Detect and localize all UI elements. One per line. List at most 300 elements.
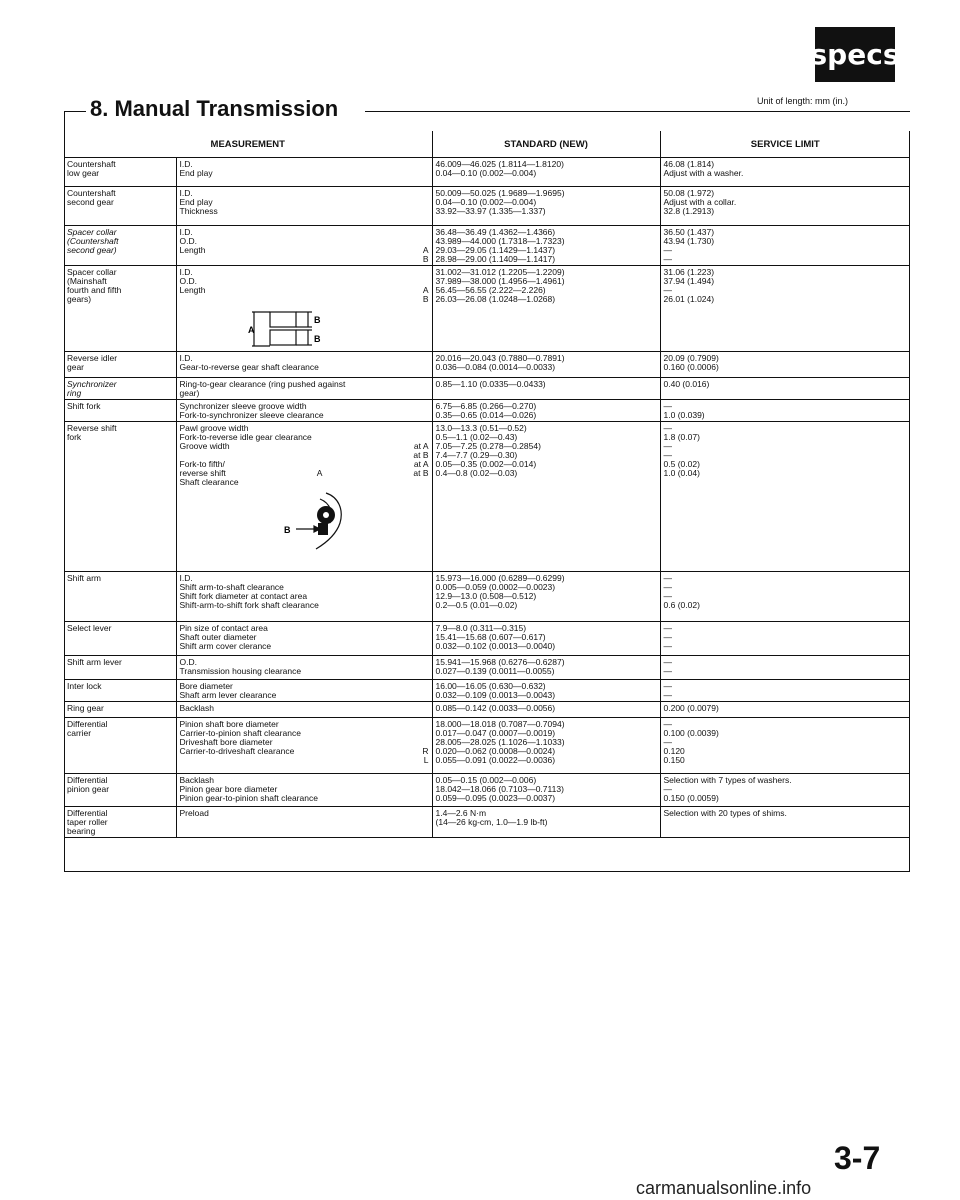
- part-name-line: Shift arm lever: [67, 657, 122, 667]
- measurement-line: [180, 380, 429, 389]
- part-cell: [64, 422, 176, 572]
- part-cell: [64, 352, 176, 378]
- part-cell: [64, 400, 176, 422]
- spec-table-body: [64, 158, 910, 838]
- measurement-qualifier: B: [422, 294, 429, 304]
- measurement-line: [180, 237, 429, 246]
- limit-value: 0.6 (0.02): [663, 600, 700, 610]
- measurement-qualifier: at B: [413, 450, 429, 460]
- measurement-cell: [176, 400, 432, 422]
- limit-value: —: [663, 690, 673, 700]
- limit-cell: [660, 226, 910, 266]
- limit-value: —: [663, 737, 673, 747]
- limit-value: 0.200 (0.0079): [663, 703, 719, 713]
- part-name-line: Spacer collar: [67, 267, 117, 277]
- part-name-line: Countershaft: [67, 188, 116, 198]
- part-name-line: Differential: [67, 719, 108, 729]
- limit-value: 1.0 (0.039): [663, 410, 705, 420]
- part-name-line: second gear: [67, 197, 114, 207]
- limit-value: —: [663, 784, 673, 794]
- limit-cell: [660, 400, 910, 422]
- measurement-cell: [176, 352, 432, 378]
- part-name-line: Shift fork: [67, 401, 101, 411]
- part-cell: [64, 680, 176, 702]
- standard-value: 16.00—16.05 (0.630—0.632): [435, 681, 546, 691]
- standard-value: 0.032—0.102 (0.0013—0.0040): [435, 641, 556, 651]
- table-row: [64, 622, 910, 656]
- part-cell: [64, 378, 176, 400]
- measurement-qualifier: A: [422, 285, 429, 295]
- standard-value: 18.000—18.018 (0.7087—0.7094): [435, 719, 565, 729]
- limit-value: —: [663, 591, 673, 601]
- part-cell: [64, 656, 176, 680]
- limit-value: —: [663, 254, 673, 264]
- measurement-line: [180, 642, 429, 651]
- diagram-label-b: B: [313, 334, 320, 344]
- measurement-label: reverse shift: [179, 468, 226, 478]
- standard-cell: [432, 378, 660, 400]
- limit-cell: [660, 187, 910, 226]
- standard-value: 36.48—36.49 (1.4362—1.4366): [435, 227, 556, 237]
- table-row: [64, 400, 910, 422]
- measurement-cell: [176, 422, 432, 572]
- standard-cell: [432, 807, 660, 838]
- table-row: [64, 352, 910, 378]
- measurement-line: [180, 756, 429, 765]
- standard-value: 0.35—0.65 (0.014—0.026): [435, 410, 537, 420]
- standard-cell: [432, 622, 660, 656]
- limit-value: 0.120: [663, 746, 685, 756]
- table-row: [64, 187, 910, 226]
- measurement-label: Length: [179, 245, 206, 255]
- standard-cell: [432, 572, 660, 622]
- standard-cell: [432, 656, 660, 680]
- col-header-standard: STANDARD (NEW): [432, 131, 660, 158]
- measurement-label: O.D.: [179, 236, 197, 246]
- diagram-label-b: B: [313, 315, 320, 325]
- limit-cell: [660, 656, 910, 680]
- measurement-line: [180, 411, 429, 420]
- measurement-label: Ring-to-gear clearance (ring pushed against: [179, 379, 346, 389]
- standard-cell: [432, 158, 660, 187]
- measurement-qualifier: at A: [413, 441, 429, 451]
- limit-cell: [660, 158, 910, 187]
- measurement-line: [180, 268, 429, 277]
- measurement-label: I.D.: [179, 188, 193, 198]
- measurement-line: [180, 246, 429, 255]
- measurement-line: [180, 207, 429, 216]
- limit-value: —: [663, 573, 673, 583]
- table-row: [64, 572, 910, 622]
- measurement-label: Shaft clearance: [179, 477, 239, 487]
- measurement-label: Shift arm-to-shaft clearance: [179, 582, 284, 592]
- measurement-label: End play: [179, 197, 213, 207]
- measurement-label: Pinion gear bore diameter: [179, 784, 278, 794]
- measurement-qualifier: A: [422, 245, 429, 255]
- limit-value: —: [663, 582, 673, 592]
- limit-cell: [660, 718, 910, 774]
- part-name-line: Differential: [67, 775, 108, 785]
- measurement-cell: [176, 187, 432, 226]
- measurement-qualifier: R: [422, 746, 429, 756]
- standard-value: 0.2—0.5 (0.01—0.02): [435, 600, 518, 610]
- measurement-line: [180, 389, 429, 398]
- standard-value: 50.009—50.025 (1.9689—1.9695): [435, 188, 565, 198]
- measurement-line: [180, 295, 429, 304]
- limit-cell: [660, 774, 910, 807]
- limit-cell: [660, 680, 910, 702]
- measurement-line: [180, 189, 429, 198]
- part-name-line: Select lever: [67, 623, 112, 633]
- measurement-line: [180, 169, 429, 178]
- col-header-limit: SERVICE LIMIT: [660, 131, 910, 158]
- measurement-line: [180, 478, 429, 487]
- specs-badge: specs: [815, 27, 895, 82]
- measurement-line: [180, 809, 429, 818]
- part-name-line: fork: [67, 432, 82, 442]
- limit-cell: [660, 622, 910, 656]
- measurement-label: Transmission housing clearance: [179, 666, 302, 676]
- measurement-label: Shaft arm lever clearance: [179, 690, 277, 700]
- reverse-shift-fork-diagram: [280, 489, 370, 551]
- standard-cell: [432, 352, 660, 378]
- measurement-label: Preload: [179, 808, 209, 818]
- standard-value: 18.042—18.066 (0.7103—0.7113): [435, 784, 564, 794]
- limit-value: —: [663, 450, 673, 460]
- part-cell: [64, 266, 176, 352]
- limit-value: 32.8 (1.2913): [663, 206, 715, 216]
- section-title-text: Manual Transmission: [114, 96, 339, 121]
- section-title: [90, 96, 338, 122]
- part-name-line: Spacer collar: [67, 227, 117, 237]
- measurement-cell: [176, 807, 432, 838]
- standard-value: (14—26 kg-cm, 1.0—1.9 lb-ft): [435, 817, 548, 827]
- measurement-line: [180, 442, 429, 451]
- limit-value: 1.0 (0.04): [663, 468, 700, 478]
- section-number: 8.: [90, 96, 109, 121]
- limit-cell: [660, 807, 910, 838]
- measurement-label: I.D.: [179, 227, 193, 237]
- measurement-label: Synchronizer sleeve groove width: [179, 401, 307, 411]
- measurement-qualifier: A: [316, 468, 323, 478]
- limit-value: 46.08 (1.814): [663, 159, 715, 169]
- limit-value: —: [663, 623, 673, 633]
- measurement-label: Gear-to-reverse gear shaft clearance: [179, 362, 319, 372]
- limit-value: Selection with 20 types of shims.: [663, 808, 787, 818]
- measurement-qualifier: at A: [413, 459, 429, 469]
- standard-value: 33.92—33.97 (1.335—1.337): [435, 206, 546, 216]
- part-name-line: Shift arm: [67, 573, 102, 583]
- measurement-label: Fork-to fifth/: [179, 459, 225, 469]
- measurement-label: Driveshaft bore diameter: [179, 737, 273, 747]
- measurement-label: Backlash: [179, 775, 214, 785]
- part-cell: [64, 622, 176, 656]
- measurement-label: Pinion shaft bore diameter: [179, 719, 279, 729]
- part-name-line: Reverse shift: [67, 423, 117, 433]
- table-row: [64, 422, 910, 572]
- limit-value: —: [663, 441, 673, 451]
- limit-value: —: [663, 401, 673, 411]
- measurement-line: [180, 747, 429, 756]
- part-cell: [64, 158, 176, 187]
- limit-value: —: [663, 666, 673, 676]
- part-name-line: gear: [67, 362, 85, 372]
- measurement-line: [180, 255, 429, 264]
- title-rule-vertical: [64, 111, 65, 131]
- table-row: [64, 718, 910, 774]
- measurement-line: [180, 667, 429, 676]
- part-name-line: bearing: [67, 826, 96, 836]
- part-name-line: Reverse idler: [67, 353, 118, 363]
- limit-value: 0.5 (0.02): [663, 459, 700, 469]
- measurement-label: I.D.: [179, 267, 193, 277]
- part-name-line: gears): [67, 294, 92, 304]
- standard-value: 0.059—0.095 (0.0023—0.0037): [435, 793, 556, 803]
- measurement-label: Length: [179, 285, 206, 295]
- limit-value: 1.8 (0.07): [663, 432, 700, 442]
- limit-value: —: [663, 719, 673, 729]
- standard-value: 6.75—6.85 (0.266—0.270): [435, 401, 537, 411]
- unit-label: Unit of length: mm (in.): [757, 96, 849, 106]
- standard-cell: [432, 266, 660, 352]
- measurement-label: Carrier-to-pinion shaft clearance: [179, 728, 301, 738]
- limit-value: 0.40 (0.016): [663, 379, 710, 389]
- measurement-label: I.D.: [179, 353, 193, 363]
- standard-value: 46.009—46.025 (1.8114—1.8120): [435, 159, 564, 169]
- standard-cell: [432, 702, 660, 718]
- standard-value: 0.85—1.10 (0.0335—0.0433): [435, 379, 546, 389]
- limit-value: 50.08 (1.972): [663, 188, 715, 198]
- table-row: [64, 774, 910, 807]
- part-name-line: Ring gear: [67, 703, 104, 713]
- standard-cell: [432, 400, 660, 422]
- measurement-cell: [176, 266, 432, 352]
- measurement-cell: [176, 774, 432, 807]
- table-row: [64, 378, 910, 400]
- part-name-line: Synchronizer: [67, 379, 117, 389]
- table-row: [64, 680, 910, 702]
- measurement-label: Backlash: [179, 703, 214, 713]
- standard-cell: [432, 187, 660, 226]
- limit-cell: [660, 702, 910, 718]
- standard-cell: [432, 422, 660, 572]
- table-row: [64, 158, 910, 187]
- spec-table-header: [64, 131, 910, 158]
- part-name-line: Inter lock: [67, 681, 102, 691]
- standard-value: 26.03—26.08 (1.0248—1.0268): [435, 294, 556, 304]
- part-cell: [64, 226, 176, 266]
- measurement-line: [180, 160, 429, 169]
- standard-cell: [432, 226, 660, 266]
- measurement-line: [180, 601, 429, 610]
- limit-value: 20.09 (0.7909): [663, 353, 719, 363]
- standard-value: 31.002—31.012 (1.2205—1.2209): [435, 267, 565, 277]
- table-row: [64, 656, 910, 680]
- part-cell: [64, 718, 176, 774]
- standard-value: 28.005—28.025 (1.1026—1.1033): [435, 737, 565, 747]
- part-cell: [64, 572, 176, 622]
- standard-value: 0.05—0.35 (0.002—0.014): [435, 459, 537, 469]
- limit-value: —: [663, 657, 673, 667]
- measurement-label: O.D.: [179, 657, 197, 667]
- spacer-collar-diagram: [248, 306, 358, 350]
- measurement-cell: [176, 680, 432, 702]
- measurement-qualifier: B: [422, 254, 429, 264]
- standard-value: 15.41—15.68 (0.607—0.617): [435, 632, 546, 642]
- limit-value: 37.94 (1.494): [663, 276, 715, 286]
- standard-value: 0.5—1.1 (0.02—0.43): [435, 432, 518, 442]
- standard-cell: [432, 680, 660, 702]
- limit-value: 0.100 (0.0039): [663, 728, 719, 738]
- measurement-label: O.D.: [179, 276, 197, 286]
- standard-value: 20.016—20.043 (0.7880—0.7891): [435, 353, 565, 363]
- part-cell: [64, 807, 176, 838]
- measurement-label: Fork-to-synchronizer sleeve clearance: [179, 410, 324, 420]
- measurement-cell: [176, 702, 432, 718]
- part-name-line: Countershaft: [67, 159, 116, 169]
- measurement-label: Pinion gear-to-pinion shaft clearance: [179, 793, 318, 803]
- limit-value: Adjust with a collar.: [663, 197, 737, 207]
- table-row: [64, 266, 910, 352]
- measurement-label: Thickness: [179, 206, 218, 216]
- title-rule-right: [365, 111, 910, 112]
- limit-value: —: [663, 632, 673, 642]
- limit-cell: [660, 378, 910, 400]
- measurement-label: I.D.: [179, 573, 193, 583]
- measurement-line: [180, 794, 429, 803]
- standard-value: 15.941—15.968 (0.6276—0.6287): [435, 657, 565, 667]
- limit-value: Adjust with a washer.: [663, 168, 744, 178]
- measurement-label: Shift-arm-to-shift fork shaft clearance: [179, 600, 319, 610]
- measurement-label: Pawl groove width: [179, 423, 249, 433]
- standard-value: 0.036—0.084 (0.0014—0.0033): [435, 362, 556, 372]
- limit-value: —: [663, 681, 673, 691]
- standard-value: 0.055—0.091 (0.0022—0.0036): [435, 755, 556, 765]
- standard-value: 56.45—56.55 (2.222—2.226): [435, 285, 546, 295]
- page-number: 3-7: [834, 1140, 881, 1176]
- measurement-line: [180, 277, 429, 286]
- table-row: [64, 702, 910, 718]
- measurement-cell: [176, 718, 432, 774]
- limit-value: —: [663, 641, 673, 651]
- limit-value: —: [663, 245, 673, 255]
- standard-value: 29.03—29.05 (1.1429—1.1437): [435, 245, 556, 255]
- part-name-line: pinion gear: [67, 784, 110, 794]
- measurement-cell: [176, 226, 432, 266]
- limit-value: 0.150: [663, 755, 685, 765]
- table-row: [64, 807, 910, 838]
- standard-value: 28.98—29.00 (1.1409—1.1417): [435, 254, 556, 264]
- standard-cell: [432, 718, 660, 774]
- part-name-line: (Mainshaft: [67, 276, 107, 286]
- measurement-label: Carrier-to-driveshaft clearance: [179, 746, 295, 756]
- measurement-label: Shift arm cover clerance: [179, 641, 272, 651]
- limit-cell: [660, 352, 910, 378]
- part-cell: [64, 774, 176, 807]
- measurement-qualifier: at B: [413, 468, 429, 478]
- measurement-cell: [176, 572, 432, 622]
- part-name-line: carrier: [67, 728, 92, 738]
- diagram-label-b: B: [283, 525, 290, 535]
- limit-value: 43.94 (1.730): [663, 236, 715, 246]
- standard-value: 7.9—8.0 (0.311—0.315): [435, 623, 527, 633]
- part-cell: [64, 187, 176, 226]
- limit-value: Selection with 7 types of washers.: [663, 775, 792, 785]
- measurement-cell: [176, 378, 432, 400]
- standard-value: 15.973—16.000 (0.6289—0.6299): [435, 573, 565, 583]
- limit-cell: [660, 266, 910, 352]
- measurement-label: I.D.: [179, 159, 193, 169]
- standard-value: 37.989—38.000 (1.4956—1.4961): [435, 276, 565, 286]
- limit-value: 0.160 (0.0006): [663, 362, 719, 372]
- standard-value: 0.005—0.059 (0.0002—0.0023): [435, 582, 556, 592]
- part-name-line: Differential: [67, 808, 108, 818]
- watermark: carmanualsonline.info: [636, 1178, 812, 1198]
- measurement-label: Fork-to-reverse idle gear clearance: [179, 432, 312, 442]
- col-header-measurement: MEASUREMENT: [64, 131, 432, 158]
- part-name-line: second gear): [67, 245, 117, 255]
- part-name-line: (Countershaft: [67, 236, 119, 246]
- measurement-cell: [176, 656, 432, 680]
- title-rule-left: [64, 111, 86, 112]
- measurement-label: Bore diameter: [179, 681, 233, 691]
- standard-value: 0.032—0.109 (0.0013—0.0043): [435, 690, 556, 700]
- table-row: [64, 226, 910, 266]
- measurement-line: [180, 691, 429, 700]
- standard-value: 43.989—44.000 (1.7318—1.7323): [435, 236, 565, 246]
- standard-value: 7.4—7.7 (0.29—0.30): [435, 450, 518, 460]
- measurement-label: Shaft outer diameter: [179, 632, 257, 642]
- measurement-label: Pin size of contact area: [179, 623, 268, 633]
- standard-value: 0.05—0.15 (0.002—0.006): [435, 775, 537, 785]
- limit-value: 0.150 (0.0059): [663, 793, 719, 803]
- standard-value: 12.9—13.0 (0.508—0.512): [435, 591, 537, 601]
- measurement-cell: [176, 622, 432, 656]
- standard-cell: [432, 774, 660, 807]
- limit-value: 31.06 (1.223): [663, 267, 715, 277]
- part-name-line: ring: [67, 388, 82, 398]
- standard-value: 0.027—0.139 (0.0011—0.0055): [435, 666, 555, 676]
- limit-value: —: [663, 423, 673, 433]
- measurement-label: Shift fork diameter at contact area: [179, 591, 308, 601]
- measurement-label: gear): [179, 388, 200, 398]
- standard-value: 0.017—0.047 (0.0007—0.0019): [435, 728, 556, 738]
- limit-cell: [660, 572, 910, 622]
- measurement-cell: [176, 158, 432, 187]
- measurement-label: End play: [179, 168, 213, 178]
- standard-value: 1.4—2.6 N·m: [435, 808, 487, 818]
- spec-table: [64, 131, 910, 838]
- part-cell: [64, 702, 176, 718]
- limit-value: 26.01 (1.024): [663, 294, 715, 304]
- limit-value: —: [663, 285, 673, 295]
- part-name-line: fourth and fifth: [67, 285, 122, 295]
- limit-cell: [660, 422, 910, 572]
- standard-value: 0.4—0.8 (0.02—0.03): [435, 468, 518, 478]
- measurement-line: [180, 286, 429, 295]
- measurement-line: [180, 228, 429, 237]
- part-name-line: low gear: [67, 168, 100, 178]
- diagram-label-a: A: [247, 325, 254, 335]
- limit-value: 36.50 (1.437): [663, 227, 715, 237]
- standard-value: 13.0—13.3 (0.51—0.52): [435, 423, 527, 433]
- measurement-line: [180, 704, 429, 713]
- measurement-line: [180, 363, 429, 372]
- standard-value: 7.05—7.25 (0.278—0.2854): [435, 441, 541, 451]
- standard-value: 0.04—0.10 (0.002—0.004): [435, 168, 537, 178]
- part-name-line: taper roller: [67, 817, 108, 827]
- measurement-label: Groove width: [179, 441, 230, 451]
